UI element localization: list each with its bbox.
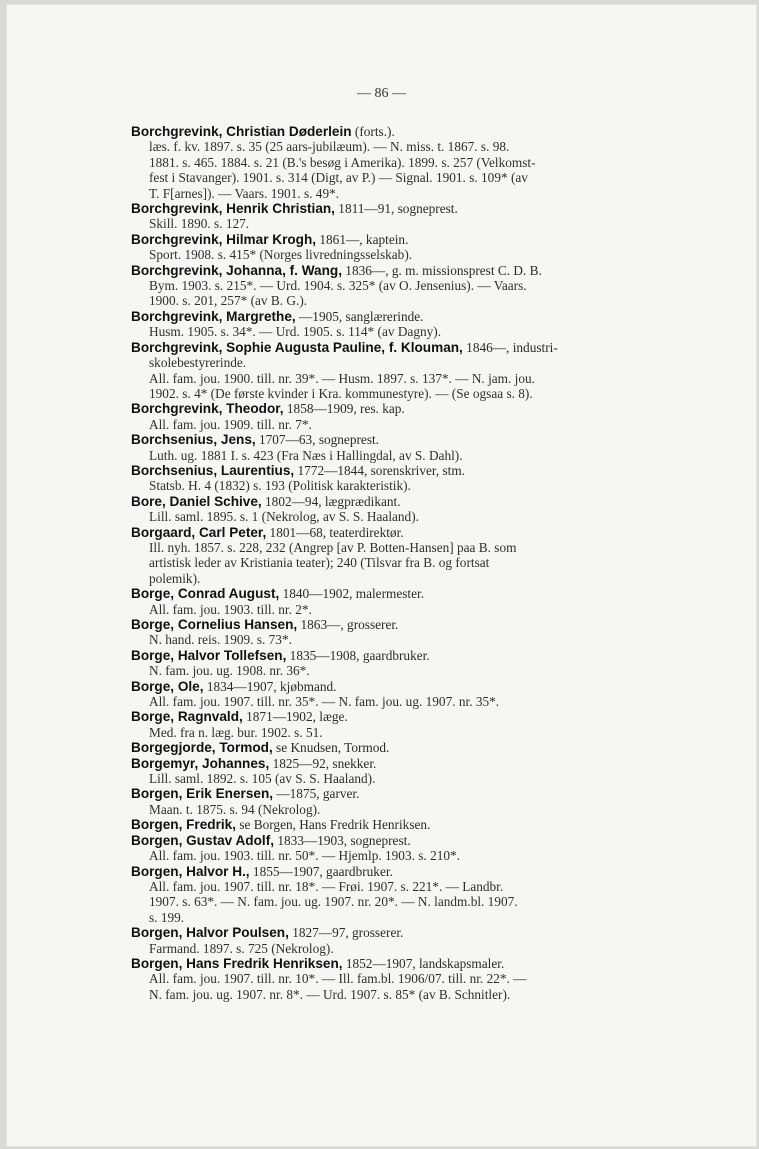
entry-reference-line: artistisk leder av Kristiania teater); 240 (Tilsvar fra B. og fortsat [149,555,490,571]
entry-info: 1861—, kaptein. [316,231,409,247]
index-entry [131,525,701,587]
entry-info: 1871—1902, læge. [242,709,348,725]
index-entry [131,124,701,201]
entry-name: Borgen, Fredrik, [131,817,236,833]
entry-reference-line: Med. fra n. læg. bur. 1902. s. 51. [149,724,323,740]
index-entry [131,494,701,525]
entry-info: 1863—, grosserer. [297,617,399,632]
entry-info: se Borgen, Hans Fredrik Henriksen. [236,817,431,833]
entry-info: 1772—1844, sorenskriver, stm. [294,462,466,478]
entry-heading [131,786,701,801]
entry-info: 1707—63, sogneprest. [255,432,380,448]
index-entry [131,679,701,710]
entry-reference-line: Maan. t. 1875. s. 94 (Nekrolog). [149,801,321,817]
entry-heading [131,463,701,478]
entry-reference-line: All. fam. jou. 1909. till. nr. 7*. [149,416,312,432]
entry-info: —1875, garver. [273,786,360,802]
index-entry [131,740,701,755]
entry-heading [131,124,701,139]
entry-heading [131,756,701,771]
index-entry [131,201,701,232]
entry-reference-line: Husm. 1905. s. 34*. — Urd. 1905. s. 114* (av Dagny). [149,324,442,340]
entry-info: 1836—, g. m. missionsprest C. D. B. [341,262,542,278]
entry-info: 1825—92, snekker. [269,755,377,771]
entry-info: 1811—91, sogneprest. [334,201,458,217]
entry-heading [131,864,701,879]
entry-heading [131,586,701,601]
entry-info: 1833—1903, sogneprest. [274,832,411,848]
entry-info: 1840—1902, malermester. [279,586,425,602]
entry-info: 1801—68, teaterdirektør. [266,524,404,540]
index-entry [131,309,701,340]
entry-reference-line: Lill. saml. 1892. s. 105 (av S. S. Haaland). [149,771,376,787]
entry-reference-line: læs. f. kv. 1897. s. 35 (25 aars-jubilæum). — N. miss. t. 1867. s. 98. [149,139,510,155]
index-entry [131,263,701,309]
entry-heading [131,817,701,832]
index-entry [131,956,701,1002]
entry-reference-line: 1907. s. 63*. — N. fam. jou. ug. 1907. nr. 20*. — N. landm.bl. 1907. [149,894,518,910]
entry-name: Borchgrevink, Hilmar Krogh, [131,231,317,247]
entry-info: 1846—, industri- [462,339,558,355]
entry-reference-line: N. fam. jou. ug. 1908. nr. 36*. [149,663,310,679]
index-entry [131,617,701,648]
entry-heading [131,340,701,355]
entry-heading [131,833,701,848]
entry-info: (forts.). [351,124,395,139]
entry-name: Borchgrevink, Sophie Augusta Pauline, f. Klouman, [131,339,463,355]
entry-name: Borgaard, Carl Peter, [131,524,267,540]
entry-name: Borchgrevink, Theodor, [131,401,284,417]
entry-reference-line: Farmand. 1897. s. 725 (Nekrolog). [149,940,334,956]
entry-reference-line: All. fam. jou. 1907. till. nr. 18*. — Frøi. 1907. s. 221*. — Landbr. [149,878,504,894]
entry-reference-line: All. fam. jou. 1907. till. nr. 10*. — Ill. fam.bl. 1906/07. till. nr. 22*. — [149,971,527,987]
index-entry [131,756,701,787]
entry-reference-line: Skill. 1890. s. 127. [149,216,250,232]
entry-reference-line: Sport. 1908. s. 415* (Norges livredningsselskab). [149,247,413,263]
entry-info: —1905, sanglærerinde. [295,308,424,324]
entry-heading [131,201,701,216]
entry-heading [131,432,701,447]
entry-name: Borchsenius, Laurentius, [131,462,295,478]
entry-info: 1835—1908, gaardbruker. [286,647,430,663]
entry-reference-line: All. fam. jou. 1903. till. nr. 2*. [149,601,312,617]
entry-reference-line: skolebestyrerinde. [149,355,247,371]
entry-name: Borgegjorde, Tormod, [131,740,273,756]
entry-reference-line: Ill. nyh. 1857. s. 228, 232 (Angrep [av P. Botten-Hansen] paa B. som [149,539,517,555]
entry-name: Borchgrevink, Johanna, f. Wang, [131,262,342,278]
entry-reference-line: All. fam. jou. 1900. till. nr. 39*. — Husm. 1897. s. 137*. — N. jam. jou. [149,370,535,386]
entry-name: Borgen, Halvor Poulsen, [131,925,289,941]
index-entry [131,817,701,832]
document-page [6,4,757,1147]
index-entry [131,709,701,740]
index-entry [131,864,701,926]
entry-info: 1852—1907, landskapsmaler. [342,955,505,971]
entry-reference-line: Statsb. H. 4 (1832) s. 193 (Politisk karakteristik). [149,478,411,494]
entry-name: Borchgrevink, Henrik Christian, [131,201,335,217]
entry-name: Bore, Daniel Schive, [131,493,262,509]
entry-name: Borchsenius, Jens, [131,432,256,448]
entry-reference-line: T. F[arnes]). — Vaars. 1901. s. 49*. [149,185,340,201]
entry-heading [131,401,701,416]
entry-info: 1834—1907, kjøbmand. [203,678,337,694]
entry-info: 1827—97, grosserer. [288,925,404,941]
entry-reference-line: polemik). [149,570,201,586]
entry-name: Borgen, Halvor H., [131,863,250,879]
entry-reference-line: Lill. saml. 1895. s. 1 (Nekrolog, av S. S. Haaland). [149,509,419,525]
index-entry [131,586,701,617]
entry-reference-line: Luth. ug. 1881 I. s. 423 (Fra Næs i Hallingdal, av S. Dahl). [149,447,463,463]
entry-heading [131,740,701,755]
entry-name: Borgemyr, Johannes, [131,755,270,771]
index-entry [131,648,701,679]
entry-name: Borgen, Hans Fredrik Henriksen, [131,955,343,971]
entry-heading [131,232,701,247]
entry-name: Borge, Conrad August, [131,586,280,602]
entry-reference-line: s. 199. [149,909,185,925]
entry-info: se Knudsen, Tormod. [272,740,390,756]
page-number: — 86 — [357,86,406,101]
index-entry [131,401,701,432]
index-entry [131,340,701,402]
entry-info: 1858—1909, res. kap. [283,401,405,417]
entry-heading [131,648,701,663]
index-entry [131,786,701,817]
entry-reference-line: All. fam. jou. 1903. till. nr. 50*. — Hjemlp. 1903. s. 210*. [149,848,460,864]
entry-name: Borge, Halvor Tollefsen, [131,647,287,663]
entry-heading [131,679,701,694]
index-entry [131,833,701,864]
index-entry [131,232,701,263]
index-entry [131,925,701,956]
entry-heading [131,263,701,278]
entry-reference-line: 1902. s. 4* (De første kvinder i Kra. kommunestyre). — (Se ogsaa s. 8). [149,385,533,401]
entry-name: Borchgrevink, Christian Døderlein [131,124,352,139]
index-entry [131,432,701,463]
entry-heading [131,709,701,724]
entry-reference-line: All. fam. jou. 1907. till. nr. 35*. — N. fam. jou. ug. 1907. nr. 35*. [149,694,500,710]
entry-list [131,124,701,1002]
entry-reference-line: N. hand. reis. 1909. s. 73*. [149,632,292,648]
entry-name: Borgen, Gustav Adolf, [131,832,274,848]
entry-name: Borge, Ole, [131,678,204,694]
entry-heading [131,494,701,509]
entry-reference-line: Bym. 1903. s. 215*. — Urd. 1904. s. 325* (av O. Jensenius). — Vaars. [149,278,527,294]
entry-reference-line: fest i Stavanger). 1901. s. 314 (Digt, av P.) — Signal. 1901. s. 109* (av [149,170,528,186]
entry-heading [131,956,701,971]
entry-name: Borge, Cornelius Hansen, [131,617,298,632]
entry-name: Borchgrevink, Margrethe, [131,308,296,324]
entry-reference-line: N. fam. jou. ug. 1907. nr. 8*. — Urd. 1907. s. 85* (av B. Schnitler). [149,986,511,1002]
entry-reference-line: 1900. s. 201, 257* (av B. G.). [149,293,308,309]
entry-info: 1802—94, lægprædikant. [261,493,401,509]
entry-heading [131,617,701,632]
entry-heading [131,309,701,324]
entry-heading [131,525,701,540]
index-entry [131,463,701,494]
entry-name: Borge, Ragnvald, [131,709,243,725]
entry-name: Borgen, Erik Enersen, [131,786,274,802]
entry-info: 1855—1907, gaardbruker. [249,863,393,879]
entry-reference-line: 1881. s. 465. 1884. s. 21 (B.'s besøg i Amerika). 1899. s. 257 (Velkomst- [149,154,536,170]
entry-heading [131,925,701,940]
